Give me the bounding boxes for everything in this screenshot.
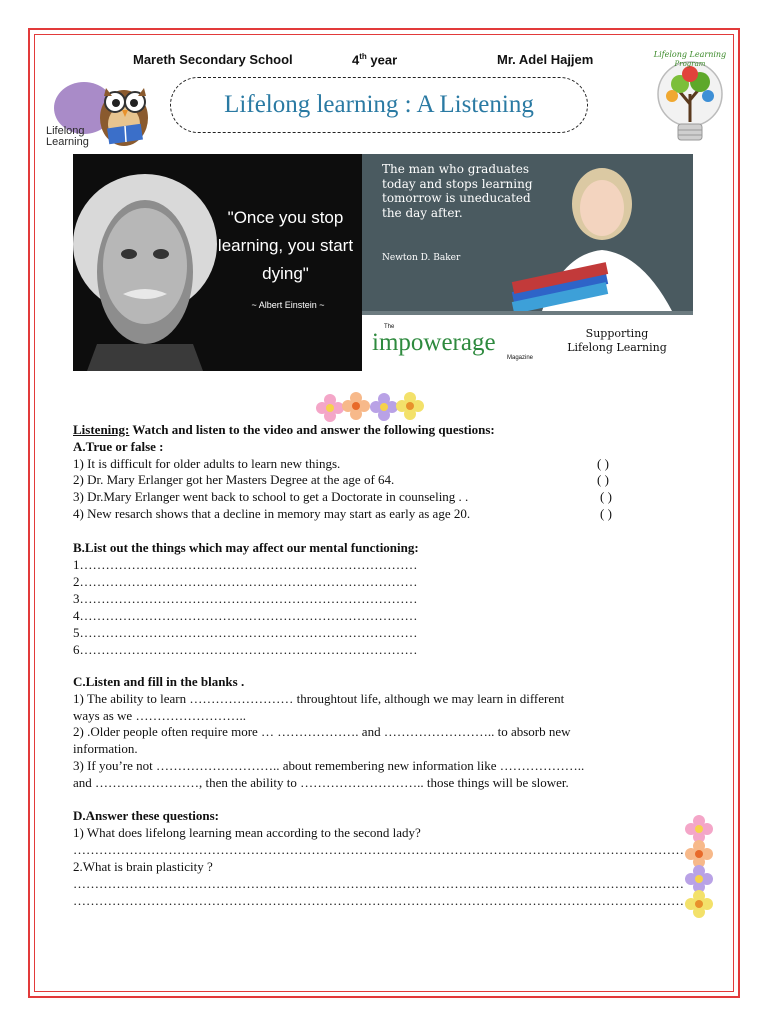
true-false-answer-2[interactable]: ( ) — [597, 472, 609, 487]
list-answer-line-4[interactable]: 4…………………………………………………………………… — [73, 608, 418, 623]
school-name: Mareth Secondary School — [133, 52, 293, 67]
impowerage-banner — [362, 311, 693, 369]
true-false-item-4: 4) New resarch shows that a decline in memory may start as early as age 20. — [73, 506, 471, 521]
lifelong-learning-program-logo — [642, 44, 738, 154]
answer-1-line[interactable]: …………………………………………………………………………………………………………………………… — [73, 842, 684, 857]
baker-quote-author: Newton D. Baker — [382, 253, 461, 263]
impowerage-brand: impowerage — [372, 329, 496, 356]
true-false-answer-3[interactable]: ( ) — [600, 489, 612, 504]
list-answer-line-5[interactable]: 5…………………………………………………………………… — [73, 625, 418, 640]
newton-baker-quote-image — [362, 154, 693, 311]
einstein-quote-image — [73, 154, 362, 371]
section-a-title: A.True or false : — [73, 439, 164, 454]
fill-blank-line-5: 3) If you’re not ……………………….. about remembering new information like ……………….. — [73, 758, 585, 773]
program-logo-text: Lifelong Learning — [653, 50, 727, 59]
banner-tagline: Supporting Lifelong Learning — [567, 327, 667, 354]
banner-magazine: Magazine — [507, 355, 534, 361]
question-2: 2.What is brain plasticity ? — [73, 859, 213, 874]
true-false-item-1: 1) It is difficult for older adults to learn new things. — [73, 456, 341, 471]
owl-logo-text: Lifelong Learning — [46, 125, 89, 148]
question-1: 1) What does lifelong learning mean according to the second lady? — [73, 825, 421, 840]
einstein-quote-text: "Once you stop learning, you start dying" — [217, 208, 354, 283]
section-b-title: B.List out the things which may affect our mental functioning: — [73, 540, 419, 555]
section-c-title: C.Listen and fill in the blanks . — [73, 674, 245, 689]
list-answer-line-3[interactable]: 3…………………………………………………………………… — [73, 591, 418, 606]
section-d-title: D.Answer these questions: — [73, 808, 220, 823]
page-title: Lifelong learning : A Listening — [170, 77, 588, 133]
fill-blank-line-2: ways as we …………………….. — [73, 708, 246, 723]
fill-blank-line-3: 2) .Older people often require more … ………………. and …………………….. to absorb new — [73, 724, 571, 739]
true-false-item-2: 2) Dr. Mary Erlanger got her Masters Degree at the age of 64. — [73, 472, 395, 487]
lifelong-learning-owl-logo — [44, 70, 164, 156]
answer-2-line-2[interactable]: …………………………………………………………………………………………………………………………… — [73, 893, 684, 908]
einstein-quote-author: ~ Albert Einstein ~ — [251, 300, 325, 310]
list-answer-line-1[interactable]: 1…………………………………………………………………… — [73, 557, 418, 572]
program-logo-subtext: Program — [674, 60, 706, 68]
listening-instructions: Listening: Watch and listen to the video and answer the following questions: — [73, 422, 495, 437]
fill-blank-line-4: information. — [73, 741, 138, 756]
fill-blank-line-6: and ……………………, then the ability to ……………………….. those things will be slower. — [73, 775, 569, 790]
grade-level: 4th year — [352, 52, 398, 68]
decorative-flowers-side — [678, 814, 720, 918]
fill-blank-line-1: 1) The ability to learn …………………… throughtout life, although we may learn in different — [73, 691, 565, 706]
true-false-answer-1[interactable]: ( ) — [597, 456, 609, 471]
teacher-name: Mr. Adel Hajjem — [497, 52, 594, 67]
baker-quote-text: The man who graduates today and stops learning tomorrow is uneducated the day after. — [382, 162, 533, 220]
decorative-flowers — [314, 390, 428, 424]
true-false-item-3: 3) Dr.Mary Erlanger went back to school to get a Doctorate in counseling . . — [73, 489, 469, 504]
list-answer-line-6[interactable]: 6…………………………………………………………………… — [73, 642, 418, 657]
answer-2-line-1[interactable]: …………………………………………………………………………………………………………………………… — [73, 876, 684, 891]
banner-the: The — [384, 324, 395, 330]
list-answer-line-2[interactable]: 2…………………………………………………………………… — [73, 574, 418, 589]
true-false-answer-4[interactable]: ( ) — [600, 506, 612, 521]
